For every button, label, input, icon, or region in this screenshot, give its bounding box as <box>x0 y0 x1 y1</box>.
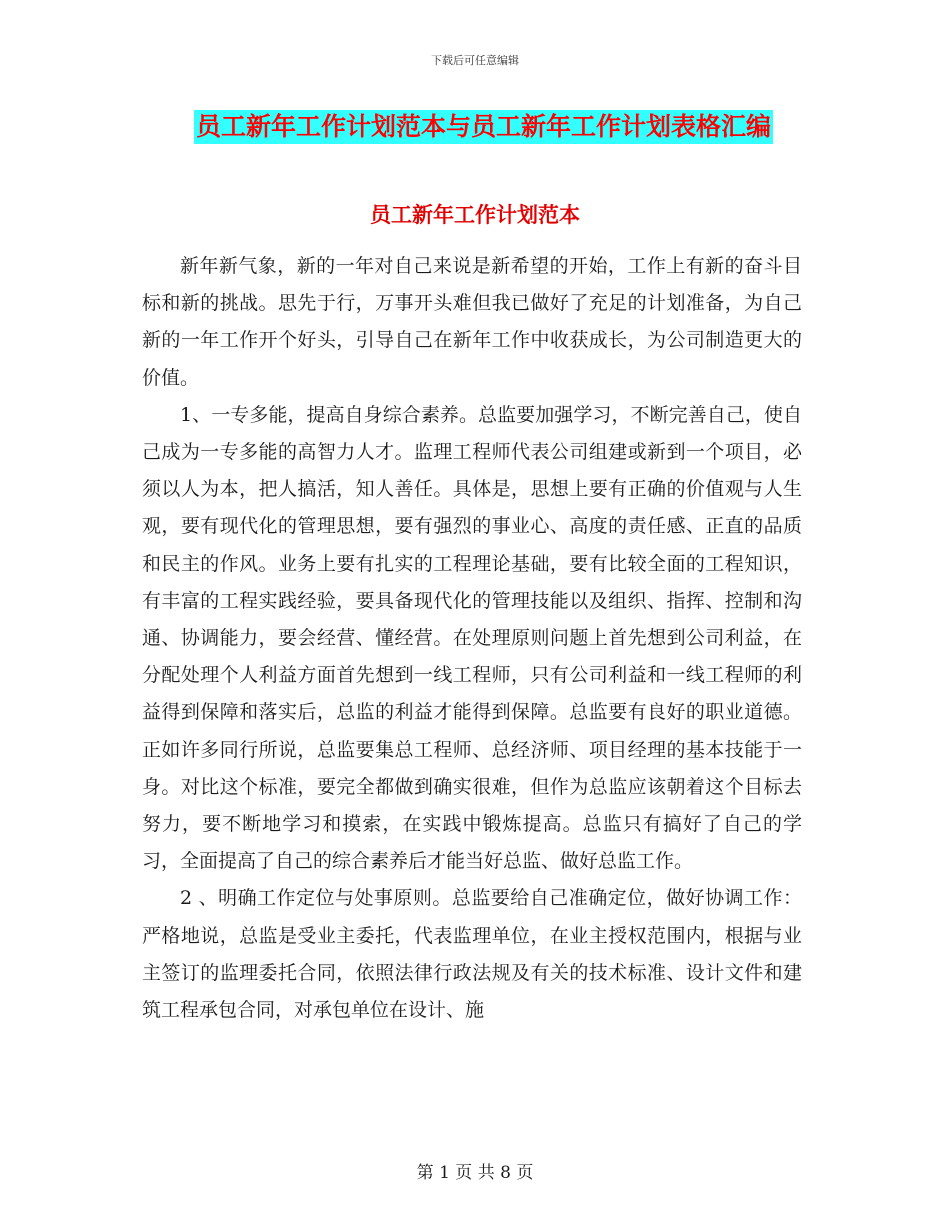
document-title: 员工新年工作计划范本与员工新年工作计划表格汇编 <box>194 110 773 144</box>
paragraph-intro: 新年新气象，新的一年对自己来说是新希望的开始，工作上有新的奋斗目标和新的挑战。思先于行，万事开头难但我已做好了充足的计划准备，为自己新的一年工作开个好头，引导自己在新年工作中收获成长，为公司制造更大的价值。 <box>142 255 802 389</box>
paragraph-point-2: 2 、明确工作定位与处事原则。总监要给自己准确定位，做好协调工作：严格地说，总监是受业主委托，代表监理单位，在业主授权范围内，根据与业主签订的监理委托合同，依照法律行政法规及有关的技术标准、设计文件和建筑工程承包合同，对承包单位在设计、施 <box>142 887 802 1022</box>
page-footer: 第 1 页 共 8 页 <box>416 1163 534 1183</box>
section-title: 员工新年工作计划范本 <box>370 203 580 227</box>
document-body <box>142 248 802 1029</box>
paragraph-point-1: 1、一专多能，提高自身综合素养。总监要加强学习，不断完善自己，使自己成为一专多能的高智力人才。监理工程师代表公司组建或新到一个项目，必须以人为本，把人搞活，知人善任。具体是，思想上要有正确的价值观与人生观，要有现代化的管理思想，要有强烈的事业心、高度的责任感、正直的品质和民主的作风。业务上要有扎实的工程理论基础，要有比较全面的工程知识，有丰富的工程实践经验，要具备现代化的管理技能以及组织、指挥、控制和沟通、协调能力，要会经营、懂经营。在处理原则问题上首先想到公司利益，在分配处理个人利益方面首先想到一线工程师，只有公司利益和一线工程师的利益得到保障和落实后，总监的利益才能得到保障。总监要有良好的职业道德。正如许多同行所说，总监要集总工程师、总经济师、项目经理的基本技能于一身。对比这个标准，要完全都做到确实很难，但作为总监应该朝着这个目标去努力，要不断地学习和摸索，在实践中锻炼提高。总监只有搞好了自己的学习，全面提高了自己的综合素养后才能当好总监、做好总监工作。 <box>142 403 802 873</box>
header-note: 下载后可任意编辑 <box>431 54 519 67</box>
